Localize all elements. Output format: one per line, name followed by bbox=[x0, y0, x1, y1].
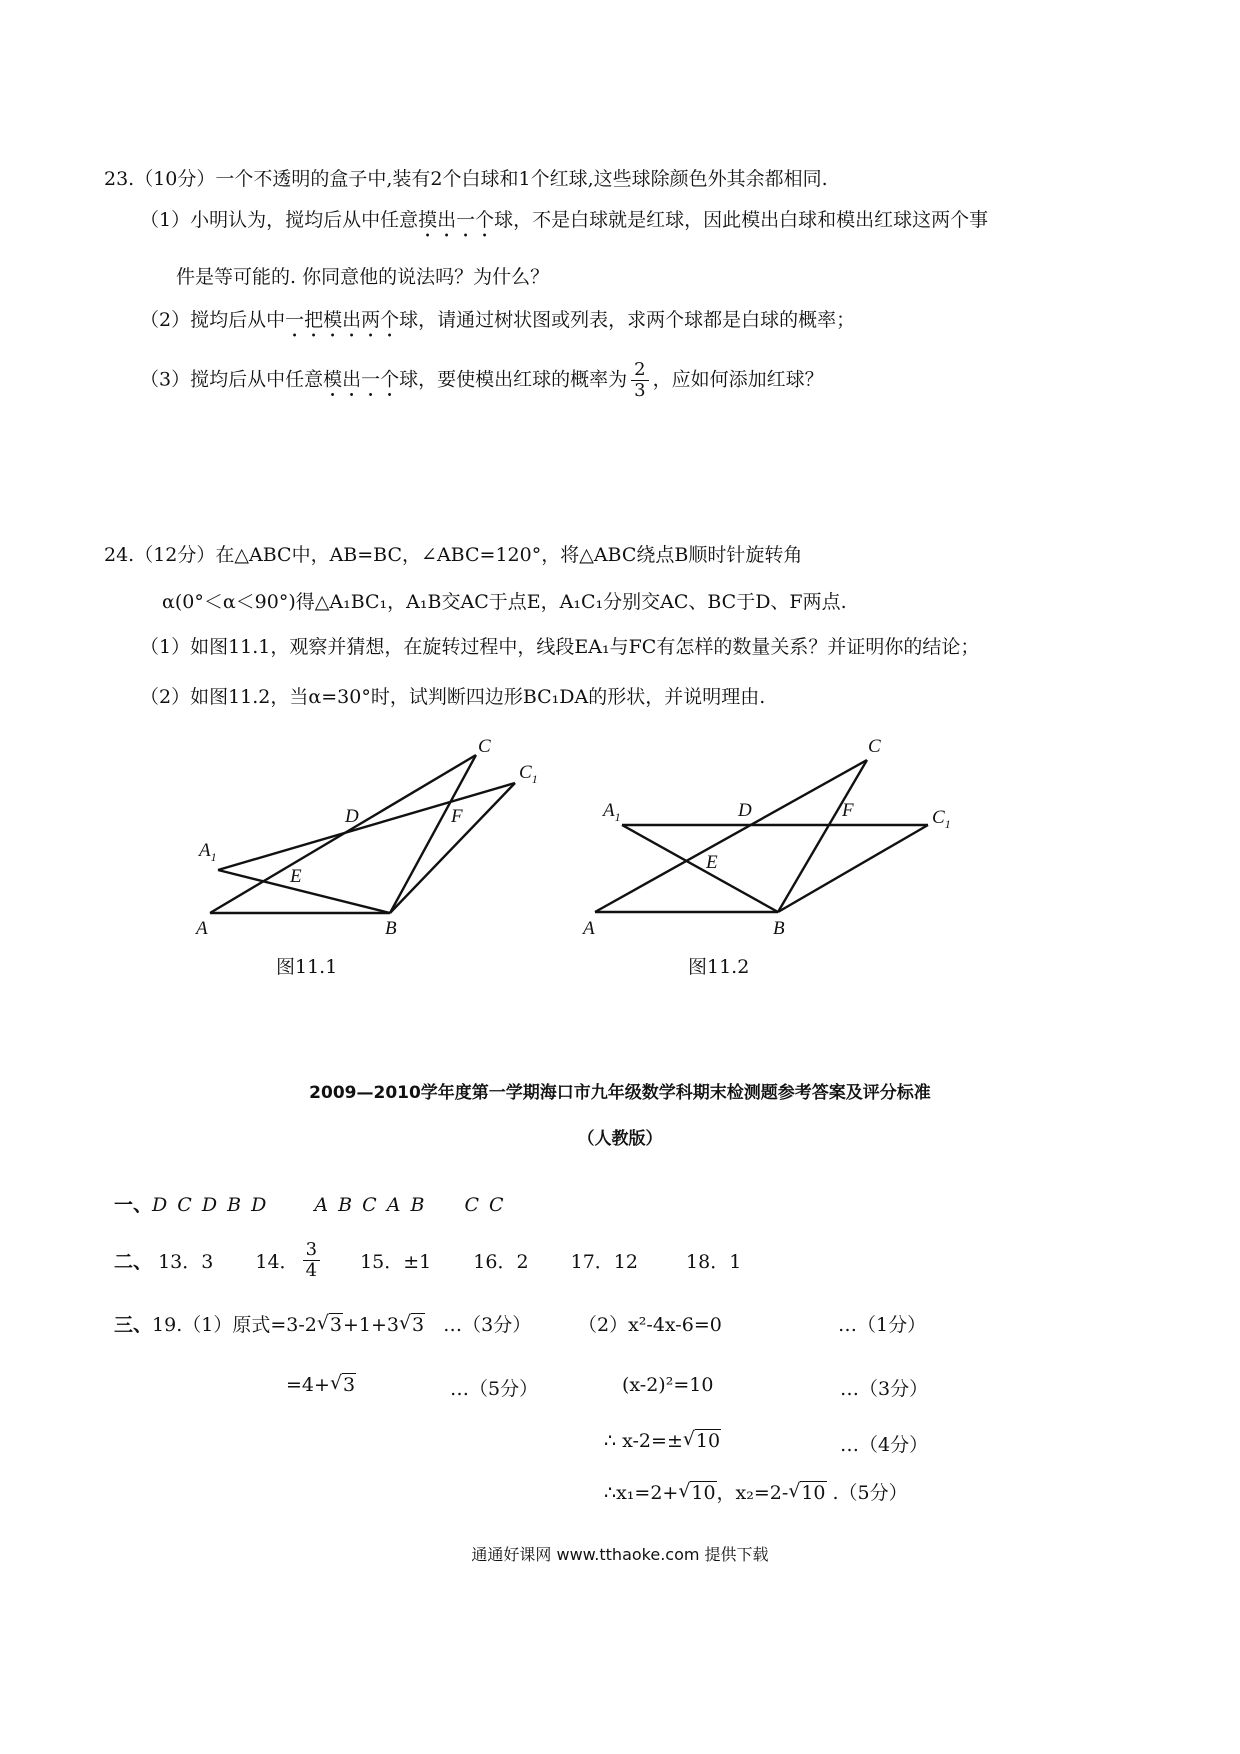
fraction-numerator: 2 bbox=[631, 360, 648, 381]
eq-19-2-line3 bbox=[604, 1430, 721, 1452]
answer-subtitle: （人教版） bbox=[577, 1129, 663, 1149]
score-5: …（5分） bbox=[450, 1378, 539, 1400]
answer-14-fraction bbox=[303, 1240, 320, 1281]
q23-part2-emphasis: 一把模出两个 bbox=[285, 309, 400, 331]
fig1-label-D: D bbox=[345, 806, 359, 827]
answer-15: 15．±1 bbox=[360, 1250, 432, 1273]
answer-17: 17．12 bbox=[570, 1250, 638, 1273]
probability-fraction bbox=[631, 360, 648, 401]
sqrt-10-radicand: 10 bbox=[695, 1430, 721, 1452]
eq-19-1-start: 19.（1）原式=3-2 bbox=[152, 1314, 317, 1336]
sqrt-3 bbox=[330, 1374, 356, 1396]
q23-part2-text-a: （2）搅均后从中 bbox=[140, 309, 286, 331]
segment-B-C bbox=[778, 760, 867, 912]
segment-A1-B bbox=[218, 870, 390, 913]
answer-section-1 bbox=[114, 1190, 506, 1217]
score-3: …（3分） bbox=[443, 1314, 532, 1336]
answer-section-2 bbox=[114, 1240, 741, 1281]
segment-B-C bbox=[390, 755, 476, 913]
fig1-label-A1-letter: A bbox=[199, 840, 211, 861]
answer-group-2: A B C A B bbox=[314, 1194, 427, 1216]
q23-part2-text-b: 球，请通过树状图或列表，求两个球都是白球的概率； bbox=[399, 309, 856, 331]
sqrt-3-radicand: 3 bbox=[411, 1314, 425, 1336]
section-3-head: 三、 bbox=[114, 1314, 153, 1336]
fig1-label-A: A bbox=[196, 918, 208, 939]
figure-11-1 bbox=[190, 735, 550, 935]
fig1-label-B: B bbox=[385, 918, 397, 939]
section-1-head: 一、 bbox=[114, 1194, 153, 1216]
q23-part3-text-b: 球，要使模出红球的概率为 bbox=[399, 368, 628, 391]
answer-section-3-line2 bbox=[286, 1374, 356, 1396]
fig1-label-E: E bbox=[290, 866, 302, 887]
figure-11-2 bbox=[580, 740, 960, 940]
answer-14-denominator: 4 bbox=[305, 1259, 318, 1281]
fig2-label-A1-letter: A bbox=[603, 800, 615, 821]
root-1-label: ∴x₁=2+ bbox=[604, 1482, 679, 1504]
answer-16: 16．2 bbox=[473, 1250, 529, 1273]
fig2-label-C1-sub: 1 bbox=[944, 816, 951, 831]
fig1-label-C1-sub: 1 bbox=[531, 771, 538, 786]
sqrt-10-radicand: 10 bbox=[801, 1482, 826, 1504]
eq-19-1-mid: +1+3 bbox=[342, 1314, 399, 1336]
fig2-label-C: C bbox=[868, 736, 881, 757]
q23-part1-text-b: 球，不是白球就是红球，因此模出白球和模出红球这两个事 bbox=[494, 209, 989, 231]
fig1-label-C: C bbox=[478, 736, 491, 757]
q23-part1 bbox=[140, 205, 988, 242]
fig2-caption: 图11.2 bbox=[688, 956, 750, 978]
fig2-label-A1 bbox=[603, 800, 621, 825]
q23-part1-text-a: （1）小明认为，搅均后从中任意 bbox=[140, 209, 419, 231]
fig2-label-A1-sub: 1 bbox=[614, 809, 621, 824]
q23-part3-text-a: （3）搅均后从中任意 bbox=[140, 368, 324, 391]
answer-title: 2009—2010学年度第一学期海口市九年级数学科期末检测题参考答案及评分标准 bbox=[309, 1083, 931, 1103]
answer-14-numerator: 3 bbox=[303, 1240, 320, 1261]
score-5b: .（5分） bbox=[832, 1482, 908, 1504]
root-2-label: ，x₂=2- bbox=[716, 1482, 789, 1504]
q23-part1-cont: 件是等可能的. 你同意他的说法吗？为什么？ bbox=[176, 266, 550, 288]
sqrt-3-radicand: 3 bbox=[342, 1374, 356, 1396]
answer-18: 18．1 bbox=[686, 1250, 742, 1273]
segment-A1-B bbox=[622, 825, 778, 912]
fig2-label-E: E bbox=[706, 852, 718, 873]
answer-section-3-line1 bbox=[114, 1310, 531, 1337]
sqrt-10-radicand: 10 bbox=[691, 1482, 716, 1504]
segment-B-C1 bbox=[778, 825, 928, 912]
answer-14-label: 14． bbox=[255, 1250, 299, 1273]
sqrt-10 bbox=[678, 1482, 716, 1504]
q24-line4: （2）如图11.2，当α=30°时，试判断四边形BC₁DA的形状，并说明理由. bbox=[140, 686, 766, 708]
fig2-label-C1-letter: C bbox=[932, 807, 945, 828]
fraction-denominator: 3 bbox=[634, 379, 646, 401]
section-2-head: 二、 bbox=[114, 1250, 153, 1273]
sqrt-3 bbox=[317, 1314, 343, 1336]
segment-A-C bbox=[595, 760, 867, 912]
eq-19-2-line2: (x-2)²=10 bbox=[622, 1374, 714, 1396]
page-footer: 通通好课网 www.tthaoke.com 提供下载 bbox=[471, 1545, 769, 1564]
fig2-label-D: D bbox=[738, 800, 752, 821]
eq-19-2-line3-text: ∴ x-2=± bbox=[604, 1430, 683, 1452]
q24-line2: α(0°＜α＜90°)得△A₁BC₁，A₁B交AC于点E，A₁C₁分别交AC、BC于D、F两点. bbox=[162, 591, 847, 613]
q24-line3: （1）如图11.1，观察并猜想，在旋转过程中，线段EA₁与FC有怎样的数量关系？并证明你的结论； bbox=[140, 636, 980, 658]
fig1-label-C1 bbox=[519, 762, 538, 787]
answer-13: 13．3 bbox=[158, 1250, 214, 1273]
q23-part3 bbox=[140, 360, 824, 401]
fig2-label-F: F bbox=[842, 800, 854, 821]
q23-stem: 23.（10分）一个不透明的盒子中,装有2个白球和1个红球,这些球除颜色外其余都相同. bbox=[104, 168, 828, 190]
answer-group-3: C C bbox=[464, 1194, 506, 1216]
fig1-caption: 图11.1 bbox=[276, 956, 338, 978]
q23-part2 bbox=[140, 305, 855, 342]
fig1-label-F: F bbox=[451, 806, 463, 827]
answer-group-1: D C D B D bbox=[152, 1194, 269, 1216]
q23-part1-emphasis: 摸出一个 bbox=[418, 209, 495, 231]
eq-19-2-line4 bbox=[604, 1478, 908, 1505]
eq-19-1-result: =4+ bbox=[286, 1374, 330, 1396]
score-1: …（1分） bbox=[838, 1314, 927, 1336]
eq-19-2-line1: （2）x²-4x-6=0 bbox=[578, 1314, 722, 1336]
fig2-label-B: B bbox=[773, 918, 785, 939]
fig2-label-A: A bbox=[583, 918, 595, 939]
score-3b: …（3分） bbox=[840, 1378, 929, 1400]
q23-part3-text-c: ，应如何添加红球？ bbox=[652, 368, 824, 391]
fig1-label-A1 bbox=[199, 840, 217, 865]
sqrt-10 bbox=[788, 1482, 826, 1504]
fig1-label-A1-sub: 1 bbox=[210, 849, 217, 864]
q23-part3-emphasis: 模出一个 bbox=[323, 368, 400, 391]
q24-line1: 24.（12分）在△ABC中，AB=BC，∠ABC=120°，将△ABC绕点B顺时针旋转角 bbox=[104, 544, 803, 566]
sqrt-10 bbox=[683, 1430, 721, 1452]
fig2-label-C1 bbox=[932, 807, 951, 832]
sqrt-3-radicand: 3 bbox=[329, 1314, 342, 1336]
sqrt-3 bbox=[399, 1314, 425, 1336]
fig1-label-C1-letter: C bbox=[519, 762, 532, 783]
segment-A1-C1 bbox=[218, 783, 515, 870]
score-4: …（4分） bbox=[840, 1434, 929, 1456]
